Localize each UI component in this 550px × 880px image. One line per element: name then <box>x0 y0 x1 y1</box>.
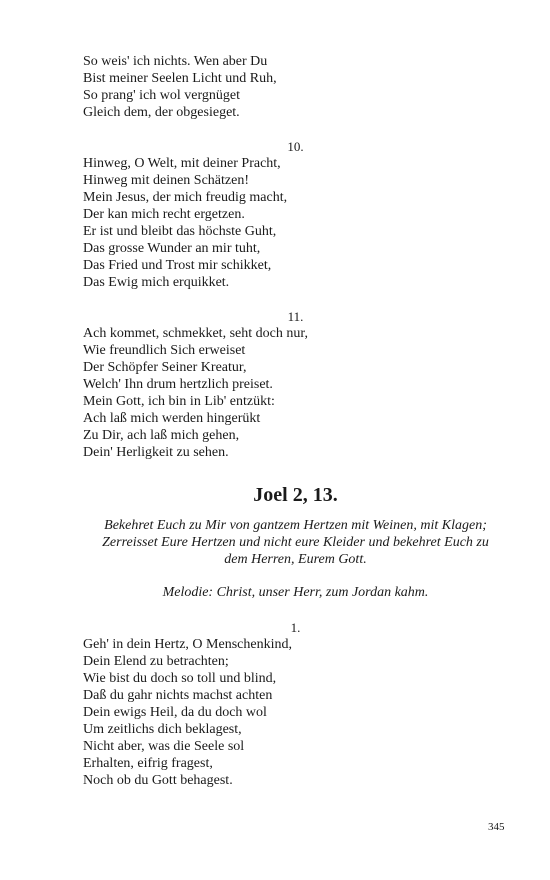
stanza-10 <box>83 138 508 291</box>
verse-line: Das grosse Wunder an mir tuht, <box>83 241 261 256</box>
verse-line: Dein' Herligkeit zu sehen. <box>83 445 229 460</box>
verse-line: Ach laß mich werden hingerükt <box>83 411 261 426</box>
verse-line: Dein ewigs Heil, da du doch wol <box>83 705 267 720</box>
section-heading: Joel 2, 13. <box>253 484 338 506</box>
verse-line: Der kan mich recht ergetzen. <box>83 207 245 222</box>
verse-line: Mein Gott, ich bin in Lib' entzükt: <box>83 394 275 409</box>
verse-line: Nicht aber, was die Seele sol <box>83 739 245 754</box>
verse-line: Er ist und bleibt das höchste Guht, <box>83 224 277 239</box>
stanza-number: 10. <box>287 139 304 154</box>
verse-line: So prang' ich wol vergnüget <box>83 88 241 103</box>
stanza-11 <box>83 308 508 461</box>
stanza-continued <box>83 53 508 121</box>
stanza-1 <box>83 619 508 789</box>
intro-line: Zerreisset Eure Hertzen und nicht eure Kleider und bekehret Euch zu <box>102 535 489 550</box>
verse-line: Dein Elend zu betrachten; <box>83 654 229 669</box>
scripture-intro <box>83 517 508 568</box>
verse-line: Erhalten, eifrig fragest, <box>83 756 213 771</box>
verse-line: Das Ewig mich erquikket. <box>83 275 230 290</box>
stanza-number: 11. <box>287 309 304 324</box>
verse-line: Gleich dem, der obgesieget. <box>83 105 240 120</box>
stanza-number: 1. <box>290 620 301 635</box>
verse-line: Daß du gahr nichts machst achten <box>83 688 273 703</box>
melody-note: Melodie: Christ, unser Herr, zum Jordan kahm. <box>162 585 429 600</box>
page-body <box>83 53 508 789</box>
intro-line: dem Herren, Eurem Gott. <box>224 552 367 567</box>
verse-line: Hinweg mit deinen Schätzen! <box>83 173 250 188</box>
verse-line: So weis' ich nichts. Wen aber Du <box>83 54 268 69</box>
verse-line: Hinweg, O Welt, mit deiner Pracht, <box>83 156 281 171</box>
verse-line: Mein Jesus, der mich freudig macht, <box>83 190 288 205</box>
verse-line: Geh' in dein Hertz, O Menschenkind, <box>83 637 292 652</box>
verse-line: Wie bist du doch so toll und blind, <box>83 671 277 686</box>
verse-line: Der Schöpfer Seiner Kreatur, <box>83 360 247 375</box>
verse-line: Um zeitlichs dich beklagest, <box>83 722 242 737</box>
page-number: 345 <box>488 821 505 833</box>
verse-line: Wie freundlich Sich erweiset <box>83 343 246 358</box>
verse-line: Ach kommet, schmekket, seht doch nur, <box>83 326 308 341</box>
verse-line: Das Fried und Trost mir schikket, <box>83 258 272 273</box>
verse-line: Welch' Ihn drum hertzlich preiset. <box>83 377 273 392</box>
verse-line: Zu Dir, ach laß mich gehen, <box>83 428 240 443</box>
intro-line: Bekehret Euch zu Mir von gantzem Hertzen mit Weinen, mit Klagen; <box>104 518 487 533</box>
verse-line: Bist meiner Seelen Licht und Ruh, <box>83 71 277 86</box>
verse-line: Noch ob du Gott behagest. <box>83 773 233 788</box>
